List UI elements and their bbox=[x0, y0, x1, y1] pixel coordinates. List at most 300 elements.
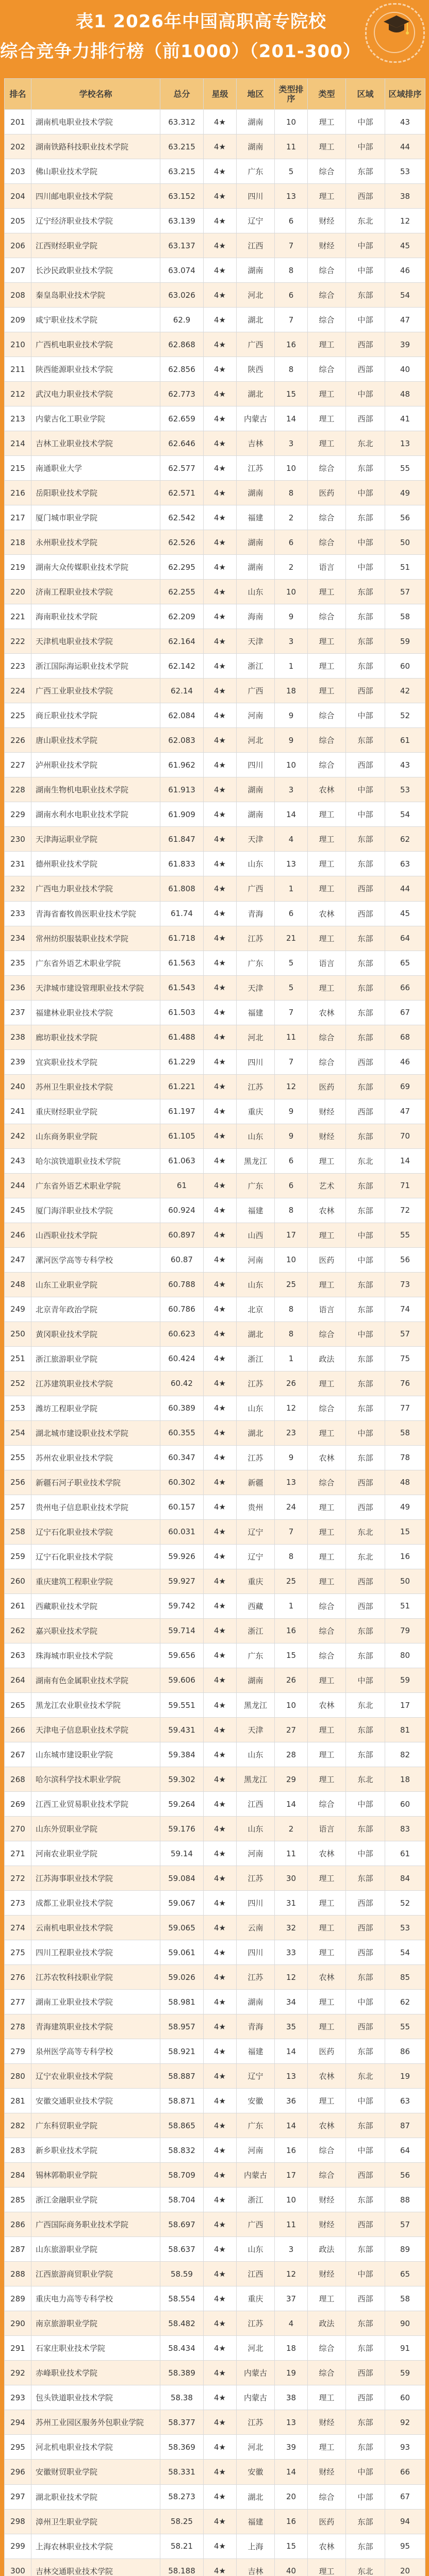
stars-cell: 4★ bbox=[204, 2534, 237, 2558]
area-cell: 中部 bbox=[346, 1223, 385, 1247]
type-rank-cell: 23 bbox=[275, 1420, 308, 1445]
table-row bbox=[5, 1792, 425, 1817]
type-cell: 财经 bbox=[308, 2460, 346, 2484]
area-rank-cell: 56 bbox=[385, 505, 425, 530]
school-name-cell: 广东科贸职业学院 bbox=[31, 2113, 160, 2138]
type-rank-cell: 11 bbox=[275, 1841, 308, 1866]
score-cell: 61.197 bbox=[160, 1099, 204, 1124]
type-rank-cell: 16 bbox=[275, 1618, 308, 1643]
type-cell: 理工 bbox=[308, 926, 346, 951]
rank-cell: 217 bbox=[5, 505, 31, 530]
rank-cell: 277 bbox=[5, 1990, 31, 2014]
score-cell: 62.255 bbox=[160, 580, 204, 604]
type-cell: 语言 bbox=[308, 1817, 346, 1841]
stars-cell: 4★ bbox=[204, 110, 237, 134]
area-cell: 中部 bbox=[346, 481, 385, 505]
table-row bbox=[5, 2212, 425, 2237]
score-cell: 58.377 bbox=[160, 2410, 204, 2435]
area-rank-cell: 67 bbox=[385, 2484, 425, 2509]
school-name-cell: 河北机电职业技术学院 bbox=[31, 2435, 160, 2460]
area-rank-cell: 43 bbox=[385, 753, 425, 777]
stars-cell: 4★ bbox=[204, 431, 237, 456]
type-rank-cell: 2 bbox=[275, 1817, 308, 1841]
region-cell: 黑龙江 bbox=[237, 1767, 275, 1792]
rank-cell: 265 bbox=[5, 1693, 31, 1718]
type-cell: 综合 bbox=[308, 357, 346, 382]
rank-cell: 211 bbox=[5, 357, 31, 382]
rank-cell: 234 bbox=[5, 926, 31, 951]
table-row bbox=[5, 1420, 425, 1445]
rank-cell: 297 bbox=[5, 2484, 31, 2509]
type-rank-cell: 7 bbox=[275, 1000, 308, 1025]
school-name-cell: 哈尔滨科学技术职业学院 bbox=[31, 1767, 160, 1792]
rank-cell: 264 bbox=[5, 1668, 31, 1692]
rank-cell: 259 bbox=[5, 1544, 31, 1569]
table-row bbox=[5, 654, 425, 679]
rank-cell: 299 bbox=[5, 2534, 31, 2558]
region-cell: 江苏 bbox=[237, 1965, 275, 1990]
type-cell: 综合 bbox=[308, 1396, 346, 1420]
area-cell: 东部 bbox=[346, 1074, 385, 1099]
score-cell: 59.065 bbox=[160, 1916, 204, 1940]
school-name-cell: 长沙民政职业技术学院 bbox=[31, 258, 160, 283]
type-rank-cell: 9 bbox=[275, 703, 308, 728]
area-cell: 东部 bbox=[346, 827, 385, 852]
region-cell: 浙江 bbox=[237, 1346, 275, 1371]
type-cell: 理工 bbox=[308, 2089, 346, 2113]
score-cell: 62.9 bbox=[160, 308, 204, 332]
type-cell: 理工 bbox=[308, 332, 346, 357]
region-cell: 天津 bbox=[237, 827, 275, 852]
region-cell: 山东 bbox=[237, 580, 275, 604]
type-rank-cell: 16 bbox=[275, 2138, 308, 2163]
area-rank-cell: 51 bbox=[385, 555, 425, 580]
area-rank-cell: 58 bbox=[385, 1420, 425, 1445]
rank-cell: 247 bbox=[5, 1247, 31, 1272]
region-cell: 吉林 bbox=[237, 2558, 275, 2576]
type-cell: 理工 bbox=[308, 1569, 346, 1594]
table-row bbox=[5, 406, 425, 431]
region-cell: 湖南 bbox=[237, 802, 275, 827]
area-rank-cell: 72 bbox=[385, 1198, 425, 1223]
type-rank-cell: 25 bbox=[275, 1272, 308, 1297]
school-name-cell: 泸州职业技术学院 bbox=[31, 753, 160, 777]
rank-cell: 210 bbox=[5, 332, 31, 357]
rank-cell: 232 bbox=[5, 876, 31, 901]
school-name-cell: 广西机电职业技术学院 bbox=[31, 332, 160, 357]
type-cell: 农林 bbox=[308, 777, 346, 802]
score-cell: 60.924 bbox=[160, 1198, 204, 1223]
school-name-cell: 湖南有色金属职业技术学院 bbox=[31, 1668, 160, 1692]
table-row bbox=[5, 2558, 425, 2576]
score-cell: 60.788 bbox=[160, 1272, 204, 1297]
score-cell: 63.026 bbox=[160, 283, 204, 308]
table-row bbox=[5, 110, 425, 134]
area-cell: 西部 bbox=[346, 1099, 385, 1124]
type-rank-cell: 9 bbox=[275, 728, 308, 753]
area-rank-cell: 58 bbox=[385, 604, 425, 629]
area-rank-cell: 80 bbox=[385, 1643, 425, 1668]
type-cell: 农林 bbox=[308, 2064, 346, 2089]
area-rank-cell: 64 bbox=[385, 2138, 425, 2163]
rank-cell: 242 bbox=[5, 1124, 31, 1148]
type-rank-cell: 8 bbox=[275, 1297, 308, 1321]
type-rank-cell: 39 bbox=[275, 2435, 308, 2460]
area-cell: 东北 bbox=[346, 2558, 385, 2576]
score-cell: 63.215 bbox=[160, 134, 204, 159]
area-rank-cell: 67 bbox=[385, 1000, 425, 1025]
school-name-cell: 湖南大众传媒职业技术学院 bbox=[31, 555, 160, 580]
stars-cell: 4★ bbox=[204, 2509, 237, 2534]
rank-cell: 204 bbox=[5, 184, 31, 209]
area-rank-cell: 55 bbox=[385, 1223, 425, 1247]
school-name-cell: 湖南工业职业技术学院 bbox=[31, 1990, 160, 2014]
type-rank-cell: 8 bbox=[275, 481, 308, 505]
type-rank-cell: 14 bbox=[275, 802, 308, 827]
rank-cell: 269 bbox=[5, 1792, 31, 1817]
table-row bbox=[5, 1074, 425, 1099]
table-row bbox=[5, 2460, 425, 2484]
score-cell: 63.312 bbox=[160, 110, 204, 134]
rank-cell: 218 bbox=[5, 530, 31, 555]
school-name-cell: 上海农林职业技术学院 bbox=[31, 2534, 160, 2558]
stars-cell: 4★ bbox=[204, 1297, 237, 1321]
region-cell: 江苏 bbox=[237, 2311, 275, 2336]
area-rank-cell: 57 bbox=[385, 580, 425, 604]
rank-cell: 224 bbox=[5, 679, 31, 703]
score-cell: 60.347 bbox=[160, 1445, 204, 1470]
table-row bbox=[5, 2163, 425, 2188]
area-cell: 东部 bbox=[346, 654, 385, 679]
rank-cell: 256 bbox=[5, 1470, 31, 1495]
area-rank-cell: 43 bbox=[385, 110, 425, 134]
area-rank-cell: 89 bbox=[385, 2237, 425, 2262]
type-cell: 财经 bbox=[308, 1099, 346, 1124]
school-name-cell: 锡林郭勒职业学院 bbox=[31, 2163, 160, 2188]
type-cell: 理工 bbox=[308, 1916, 346, 1940]
type-cell: 理工 bbox=[308, 1544, 346, 1569]
area-cell: 东部 bbox=[346, 728, 385, 753]
score-cell: 61.543 bbox=[160, 975, 204, 1000]
area-rank-cell: 48 bbox=[385, 1470, 425, 1495]
type-rank-cell: 6 bbox=[275, 530, 308, 555]
area-rank-cell: 83 bbox=[385, 1817, 425, 1841]
stars-cell: 4★ bbox=[204, 1148, 237, 1173]
type-rank-cell: 8 bbox=[275, 1544, 308, 1569]
stars-cell: 4★ bbox=[204, 530, 237, 555]
stars-cell: 4★ bbox=[204, 2089, 237, 2113]
stars-cell: 4★ bbox=[204, 1371, 237, 1396]
rank-cell: 281 bbox=[5, 2089, 31, 2113]
score-cell: 60.031 bbox=[160, 1519, 204, 1544]
score-cell: 62.773 bbox=[160, 382, 204, 406]
school-name-cell: 江西财经职业学院 bbox=[31, 233, 160, 258]
type-cell: 理工 bbox=[308, 1420, 346, 1445]
title-line-2: 综合竞争力排行榜（前1000）（201-300） bbox=[0, 41, 361, 62]
school-name-cell: 内蒙古化工职业学院 bbox=[31, 406, 160, 431]
area-cell: 中部 bbox=[346, 1841, 385, 1866]
rank-cell: 285 bbox=[5, 2188, 31, 2212]
stars-cell: 4★ bbox=[204, 1965, 237, 1990]
table-row bbox=[5, 431, 425, 456]
rank-cell: 222 bbox=[5, 629, 31, 654]
region-cell: 河南 bbox=[237, 2138, 275, 2163]
stars-cell: 4★ bbox=[204, 2138, 237, 2163]
area-rank-cell: 60 bbox=[385, 1792, 425, 1817]
stars-cell: 4★ bbox=[204, 2262, 237, 2286]
region-cell: 江西 bbox=[237, 2262, 275, 2286]
stars-cell: 4★ bbox=[204, 1643, 237, 1668]
area-cell: 西部 bbox=[346, 1940, 385, 1965]
type-rank-cell: 18 bbox=[275, 679, 308, 703]
type-rank-cell: 3 bbox=[275, 629, 308, 654]
table-row bbox=[5, 1891, 425, 1916]
region-cell: 山东 bbox=[237, 1817, 275, 1841]
type-cell: 理工 bbox=[308, 827, 346, 852]
area-rank-cell: 84 bbox=[385, 1866, 425, 1891]
table-row bbox=[5, 283, 425, 308]
region-cell: 湖北 bbox=[237, 382, 275, 406]
stars-cell: 4★ bbox=[204, 1618, 237, 1643]
score-cell: 61.105 bbox=[160, 1124, 204, 1148]
area-cell: 东部 bbox=[346, 1643, 385, 1668]
school-name-cell: 安徽财贸职业学院 bbox=[31, 2460, 160, 2484]
rank-cell: 258 bbox=[5, 1519, 31, 1544]
stars-cell: 4★ bbox=[204, 332, 237, 357]
score-cell: 62.577 bbox=[160, 456, 204, 481]
area-rank-cell: 95 bbox=[385, 2534, 425, 2558]
type-cell: 医药 bbox=[308, 481, 346, 505]
area-rank-cell: 60 bbox=[385, 2385, 425, 2410]
area-rank-cell: 49 bbox=[385, 481, 425, 505]
area-rank-cell: 59 bbox=[385, 629, 425, 654]
score-cell: 62.142 bbox=[160, 654, 204, 679]
school-name-cell: 黑龙江农业职业技术学院 bbox=[31, 1693, 160, 1718]
score-cell: 62.083 bbox=[160, 728, 204, 753]
score-cell: 60.786 bbox=[160, 1297, 204, 1321]
area-rank-cell: 87 bbox=[385, 2113, 425, 2138]
table-row bbox=[5, 1693, 425, 1718]
area-cell: 东部 bbox=[346, 1371, 385, 1396]
region-cell: 辽宁 bbox=[237, 2064, 275, 2089]
table-header-row bbox=[5, 79, 425, 110]
type-cell: 理工 bbox=[308, 679, 346, 703]
table-row bbox=[5, 159, 425, 184]
stars-cell: 4★ bbox=[204, 1693, 237, 1718]
score-cell: 58.957 bbox=[160, 2014, 204, 2039]
rank-cell: 261 bbox=[5, 1594, 31, 1618]
school-name-cell: 石家庄职业技术学院 bbox=[31, 2336, 160, 2361]
region-cell: 安徽 bbox=[237, 2089, 275, 2113]
type-rank-cell: 1 bbox=[275, 876, 308, 901]
rank-cell: 274 bbox=[5, 1916, 31, 1940]
region-cell: 江苏 bbox=[237, 926, 275, 951]
region-cell: 内蒙古 bbox=[237, 2163, 275, 2188]
school-name-cell: 包头铁道职业技术学院 bbox=[31, 2385, 160, 2410]
stars-cell: 4★ bbox=[204, 580, 237, 604]
table-row bbox=[5, 2336, 425, 2361]
area-cell: 西部 bbox=[346, 184, 385, 209]
area-cell: 东北 bbox=[346, 2064, 385, 2089]
area-rank-cell: 20 bbox=[385, 2558, 425, 2576]
region-cell: 湖北 bbox=[237, 1420, 275, 1445]
region-cell: 河北 bbox=[237, 728, 275, 753]
table-row bbox=[5, 1742, 425, 1767]
score-cell: 61.503 bbox=[160, 1000, 204, 1025]
type-rank-cell: 13 bbox=[275, 2410, 308, 2435]
region-cell: 广东 bbox=[237, 1173, 275, 1198]
stars-cell: 4★ bbox=[204, 1124, 237, 1148]
type-rank-cell: 6 bbox=[275, 1148, 308, 1173]
rank-cell: 286 bbox=[5, 2212, 31, 2237]
school-name-cell: 湖南生物机电职业技术学院 bbox=[31, 777, 160, 802]
stars-cell: 4★ bbox=[204, 1792, 237, 1817]
area-rank-cell: 77 bbox=[385, 1396, 425, 1420]
school-name-cell: 江西工业贸易职业技术学院 bbox=[31, 1792, 160, 1817]
stars-cell: 4★ bbox=[204, 1346, 237, 1371]
stars-cell: 4★ bbox=[204, 233, 237, 258]
type-rank-cell: 9 bbox=[275, 604, 308, 629]
table-row bbox=[5, 1767, 425, 1792]
table-row bbox=[5, 184, 425, 209]
type-rank-cell: 13 bbox=[275, 1470, 308, 1495]
type-cell: 综合 bbox=[308, 1025, 346, 1049]
area-cell: 东部 bbox=[346, 1396, 385, 1420]
stars-cell: 4★ bbox=[204, 1272, 237, 1297]
area-cell: 东部 bbox=[346, 852, 385, 876]
table-row bbox=[5, 2113, 425, 2138]
region-cell: 江西 bbox=[237, 1792, 275, 1817]
stars-cell: 4★ bbox=[204, 1940, 237, 1965]
type-rank-cell: 27 bbox=[275, 1718, 308, 1742]
type-rank-cell: 16 bbox=[275, 332, 308, 357]
area-cell: 东部 bbox=[346, 1445, 385, 1470]
score-cell: 62.164 bbox=[160, 629, 204, 654]
type-cell: 综合 bbox=[308, 2336, 346, 2361]
area-cell: 东部 bbox=[346, 283, 385, 308]
score-cell: 62.526 bbox=[160, 530, 204, 555]
region-cell: 山东 bbox=[237, 2237, 275, 2262]
area-cell: 西部 bbox=[346, 2385, 385, 2410]
rank-cell: 207 bbox=[5, 258, 31, 283]
type-rank-cell: 26 bbox=[275, 1668, 308, 1692]
table-row bbox=[5, 926, 425, 951]
region-cell: 广西 bbox=[237, 876, 275, 901]
rank-cell: 229 bbox=[5, 802, 31, 827]
stars-cell: 4★ bbox=[204, 1074, 237, 1099]
school-name-cell: 漳州卫生职业学院 bbox=[31, 2509, 160, 2534]
stars-cell: 4★ bbox=[204, 2460, 237, 2484]
area-cell: 东部 bbox=[346, 975, 385, 1000]
area-cell: 东部 bbox=[346, 2534, 385, 2558]
rank-cell: 216 bbox=[5, 481, 31, 505]
stars-cell: 4★ bbox=[204, 728, 237, 753]
rank-cell: 212 bbox=[5, 382, 31, 406]
area-rank-cell: 57 bbox=[385, 1321, 425, 1346]
stars-cell: 4★ bbox=[204, 1668, 237, 1692]
rank-cell: 290 bbox=[5, 2311, 31, 2336]
region-cell: 天津 bbox=[237, 1718, 275, 1742]
score-cell: 62.659 bbox=[160, 406, 204, 431]
school-name-cell: 广西电力职业技术学院 bbox=[31, 876, 160, 901]
stars-cell: 4★ bbox=[204, 901, 237, 926]
type-rank-cell: 10 bbox=[275, 110, 308, 134]
table-row bbox=[5, 308, 425, 332]
score-cell: 63.152 bbox=[160, 184, 204, 209]
table-row bbox=[5, 332, 425, 357]
area-rank-cell: 38 bbox=[385, 184, 425, 209]
type-cell: 理工 bbox=[308, 1866, 346, 1891]
area-rank-cell: 54 bbox=[385, 802, 425, 827]
rank-cell: 270 bbox=[5, 1817, 31, 1841]
stars-cell: 4★ bbox=[204, 2558, 237, 2576]
table-row bbox=[5, 530, 425, 555]
area-cell: 西部 bbox=[346, 357, 385, 382]
region-cell: 四川 bbox=[237, 753, 275, 777]
stars-cell: 4★ bbox=[204, 1866, 237, 1891]
stars-cell: 4★ bbox=[204, 2237, 237, 2262]
area-cell: 东部 bbox=[346, 2039, 385, 2064]
type-cell: 农林 bbox=[308, 901, 346, 926]
area-rank-cell: 47 bbox=[385, 1099, 425, 1124]
type-cell: 综合 bbox=[308, 159, 346, 184]
rank-cell: 278 bbox=[5, 2014, 31, 2039]
type-cell: 理工 bbox=[308, 431, 346, 456]
region-cell: 浙江 bbox=[237, 654, 275, 679]
area-rank-cell: 53 bbox=[385, 1916, 425, 1940]
school-name-cell: 辽宁石化职业技术学院 bbox=[31, 1544, 160, 1569]
table-row bbox=[5, 1198, 425, 1223]
stars-cell: 4★ bbox=[204, 1519, 237, 1544]
score-cell: 60.623 bbox=[160, 1321, 204, 1346]
table-row bbox=[5, 1247, 425, 1272]
type-cell: 理工 bbox=[308, 1272, 346, 1297]
table-row bbox=[5, 2361, 425, 2385]
type-rank-cell: 5 bbox=[275, 159, 308, 184]
region-cell: 广西 bbox=[237, 332, 275, 357]
area-cell: 西部 bbox=[346, 1916, 385, 1940]
table-row bbox=[5, 951, 425, 975]
rank-cell: 289 bbox=[5, 2286, 31, 2311]
header-area: 区域 bbox=[346, 79, 385, 110]
area-rank-cell: 50 bbox=[385, 1569, 425, 1594]
type-cell: 理工 bbox=[308, 1495, 346, 1519]
type-rank-cell: 25 bbox=[275, 1569, 308, 1594]
rank-cell: 225 bbox=[5, 703, 31, 728]
school-name-cell: 湖南水利水电职业技术学院 bbox=[31, 802, 160, 827]
area-cell: 东部 bbox=[346, 1173, 385, 1198]
rank-cell: 231 bbox=[5, 852, 31, 876]
score-cell: 58.637 bbox=[160, 2237, 204, 2262]
stars-cell: 4★ bbox=[204, 1495, 237, 1519]
type-cell: 综合 bbox=[308, 703, 346, 728]
type-cell: 理工 bbox=[308, 2435, 346, 2460]
type-cell: 政法 bbox=[308, 2237, 346, 2262]
rank-cell: 236 bbox=[5, 975, 31, 1000]
type-cell: 理工 bbox=[308, 876, 346, 901]
region-cell: 河北 bbox=[237, 2336, 275, 2361]
region-cell: 河南 bbox=[237, 703, 275, 728]
stars-cell: 4★ bbox=[204, 2286, 237, 2311]
area-cell: 中部 bbox=[346, 2138, 385, 2163]
school-name-cell: 江苏建筑职业技术学院 bbox=[31, 1371, 160, 1396]
area-cell: 东北 bbox=[346, 1767, 385, 1792]
area-rank-cell: 46 bbox=[385, 1049, 425, 1074]
type-rank-cell: 13 bbox=[275, 852, 308, 876]
rank-cell: 208 bbox=[5, 283, 31, 308]
area-cell: 东部 bbox=[346, 2509, 385, 2534]
type-cell: 综合 bbox=[308, 728, 346, 753]
